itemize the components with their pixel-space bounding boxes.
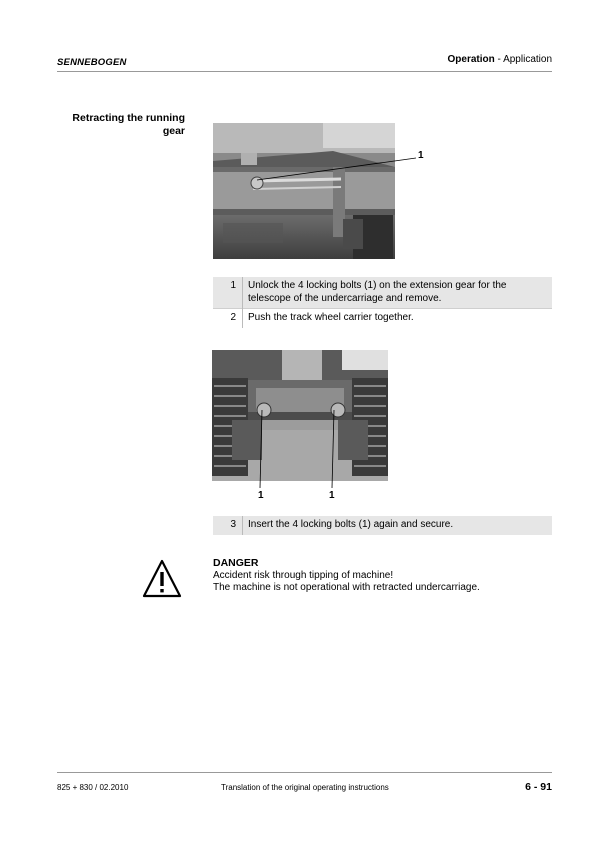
section-title-line-2: gear (162, 125, 185, 137)
step-text: Unlock the 4 locking bolts (1) on the extension gear for the telescope of the undercarriage and remove. (243, 277, 553, 309)
footer-rule (57, 772, 552, 773)
step-row (213, 277, 552, 309)
running-header (448, 54, 553, 65)
header-section: Operation (447, 54, 495, 65)
callout-leader-figure-1 (213, 123, 425, 183)
step-row (213, 516, 552, 535)
step-number: 1 (213, 277, 243, 309)
section-title (40, 112, 185, 138)
step-number: 3 (213, 516, 243, 535)
header-rule (57, 71, 552, 72)
step-text: Push the track wheel carrier together. (243, 309, 553, 328)
header-subsection: Application (503, 54, 552, 65)
danger-line-2: The machine is not operational with retracted undercarriage. (213, 582, 480, 593)
step-number: 2 (213, 309, 243, 328)
warning-triangle-icon (142, 559, 182, 599)
footer-model-date: 825 + 830 / 02.2010 (57, 783, 129, 792)
step-row (213, 309, 552, 328)
callout-figure-1: 1 (418, 150, 424, 161)
footer-translation-note: Translation of the original operating instructions (221, 783, 389, 792)
brand-logo: SENNEBOGEN (57, 57, 127, 68)
callout-figure-2-right: 1 (329, 490, 335, 501)
danger-line-1: Accident risk through tipping of machine! (213, 570, 394, 581)
callout-leaders-figure-2 (212, 350, 392, 495)
steps-table-1 (213, 277, 552, 328)
steps-table-2 (213, 516, 552, 535)
step-text: Insert the 4 locking bolts (1) again and secure. (243, 516, 553, 535)
page-number: 6 - 91 (525, 781, 552, 793)
section-title-line-1: Retracting the running (72, 112, 185, 124)
header-separator: - (494, 54, 504, 65)
callout-figure-2-left: 1 (258, 490, 264, 501)
danger-title: DANGER (213, 557, 259, 569)
